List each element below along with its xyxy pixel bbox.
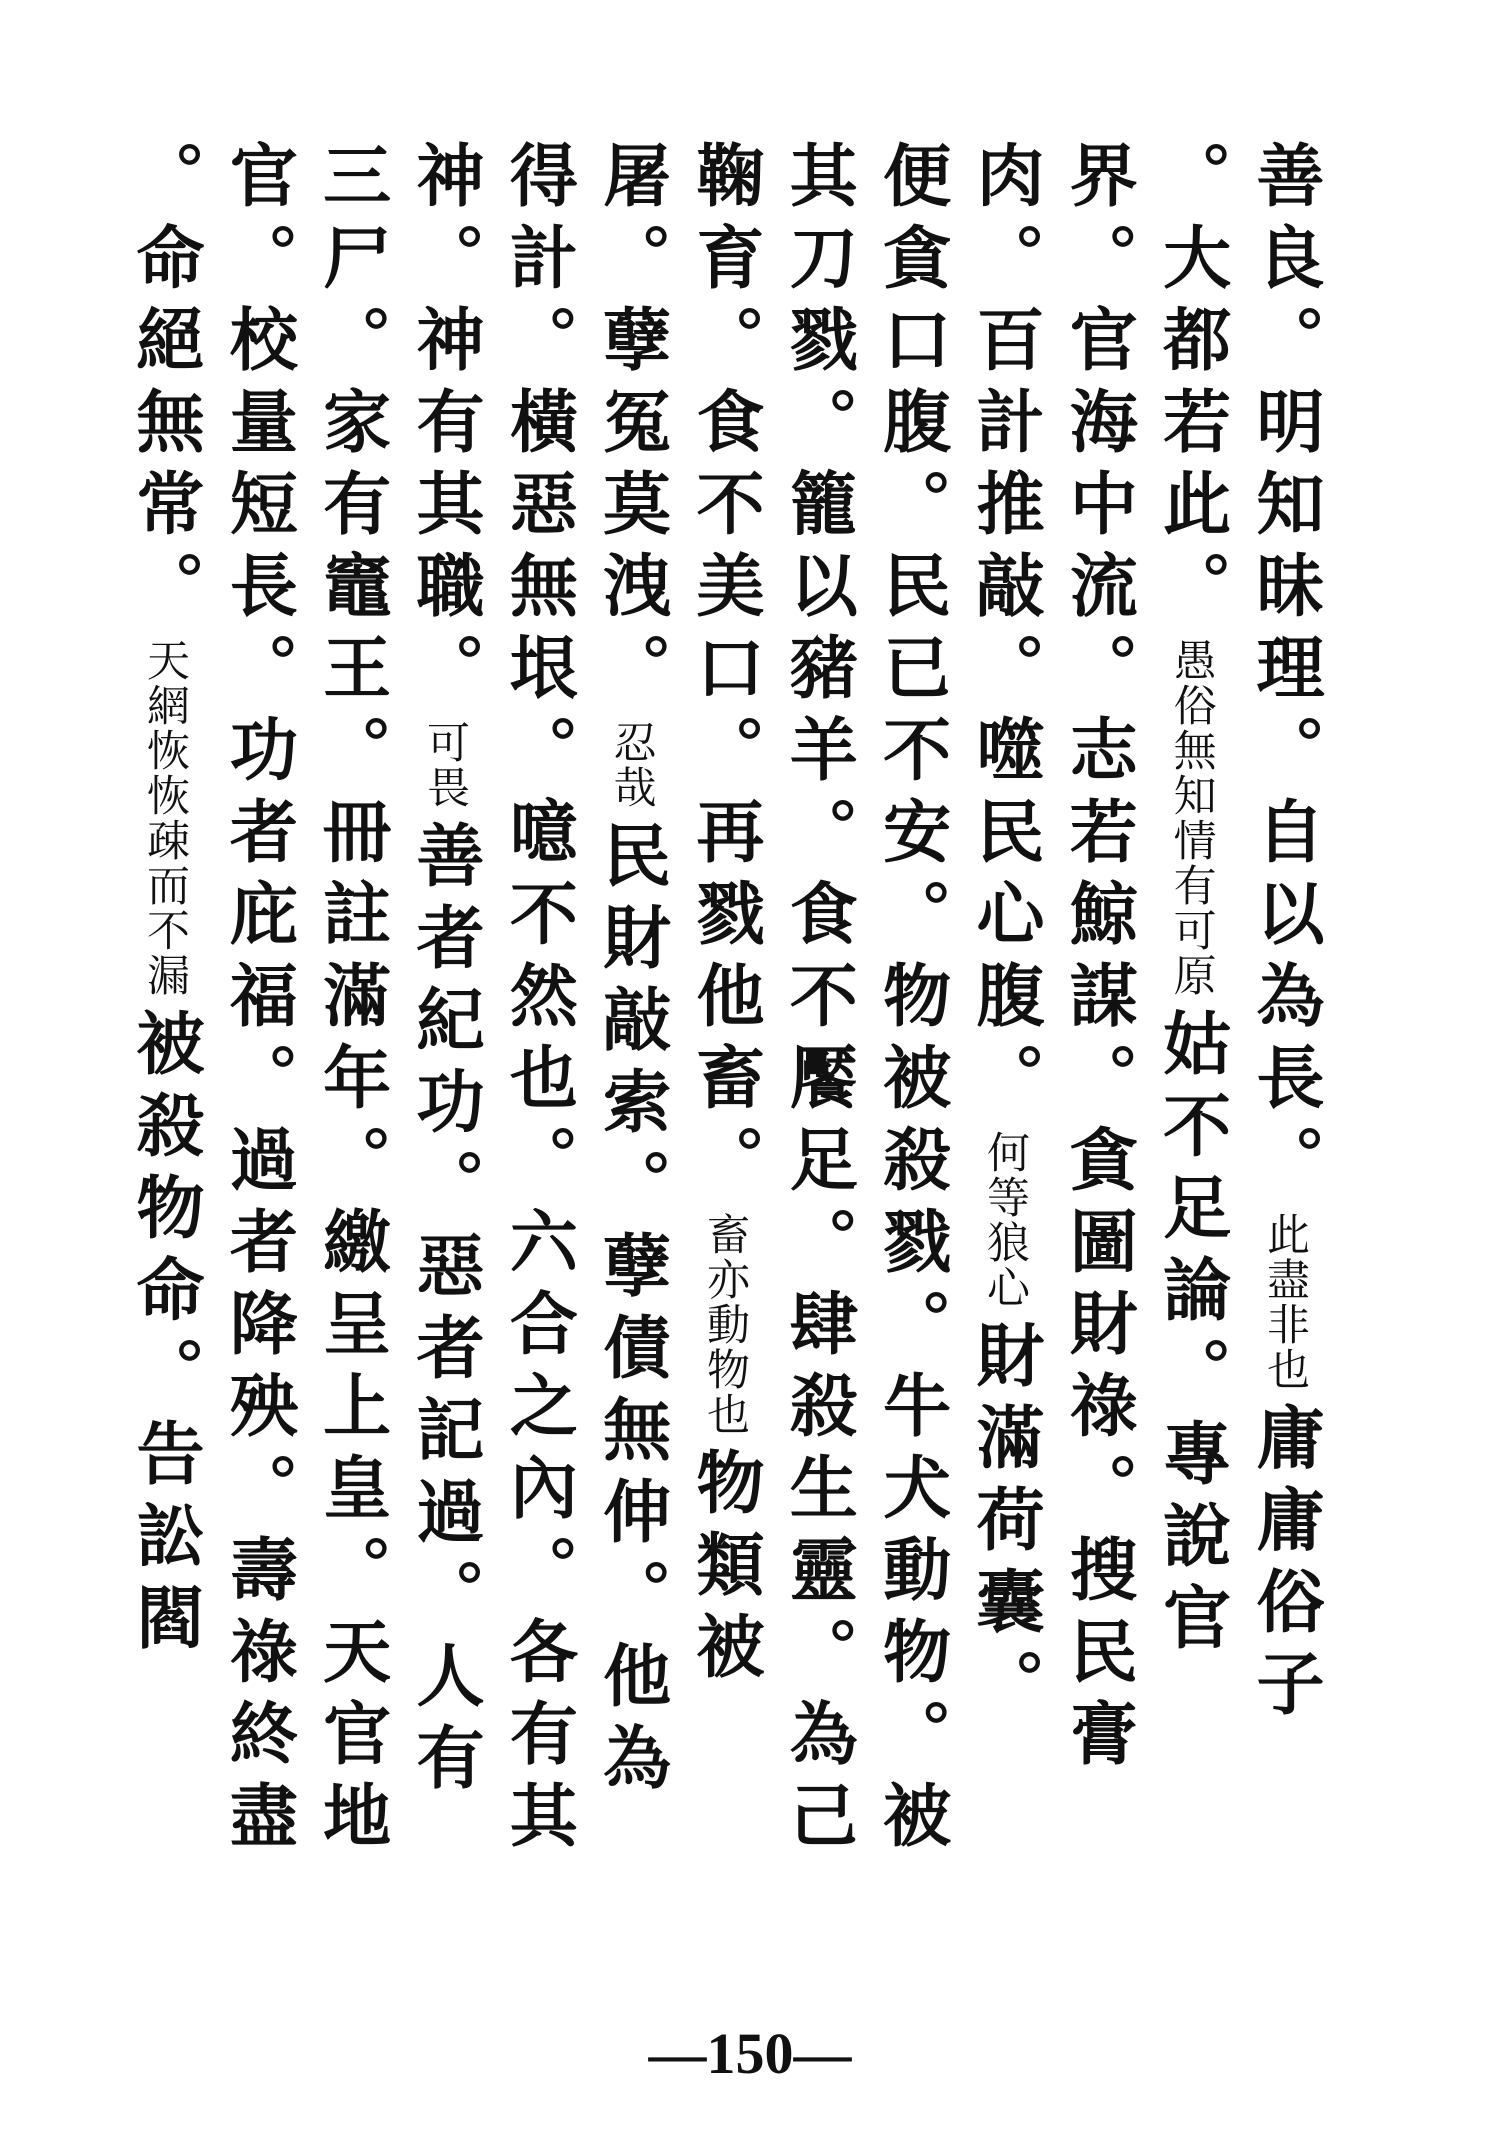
text-column — [1152, 140, 1232, 2000]
text-column — [778, 140, 858, 2000]
annotation-text: 愚俗無知情有可原 — [1166, 638, 1217, 998]
annotation-text: 畜亦動物也 — [699, 1212, 750, 1437]
main-text: 民財敲索。孽債無伸。他為 — [591, 820, 672, 1804]
main-text: 便貪口腹。民已不安。物被殺戮。牛犬動物。被 — [871, 140, 952, 1862]
text-column — [218, 140, 298, 2000]
main-text: 姑不足論。專說官 — [1151, 1008, 1232, 1664]
annotation-note — [981, 1130, 1029, 1310]
annotation-text: 可畏 — [419, 720, 470, 810]
text-column — [1245, 140, 1325, 2000]
text-column — [125, 140, 205, 2000]
annotation-note — [421, 720, 469, 810]
main-text: 肉。百計推敲。噬民心腹。 — [964, 140, 1045, 1124]
main-text: 鞠育。食不美口。再戮他畜。 — [684, 140, 765, 1206]
annotation-note — [701, 1212, 749, 1437]
text-column — [1058, 140, 1138, 2000]
main-text: 物類被 — [684, 1447, 765, 1693]
main-text: 善良。明知昧理。自以為長。 — [1244, 140, 1325, 1206]
text-column — [965, 140, 1045, 2000]
main-text: 神。神有其職。 — [404, 140, 485, 714]
annotation-note — [1168, 638, 1216, 998]
main-text: 界。官海中流。志若鯨謀。貪圖財祿。搜民膏 — [1058, 140, 1139, 1780]
main-text: 屠。孽冤莫洩。 — [591, 140, 672, 714]
vertical-text-block — [125, 140, 1325, 2000]
annotation-note — [141, 638, 189, 998]
text-column — [498, 140, 578, 2000]
main-text: 庸庸俗子 — [1244, 1402, 1325, 1730]
main-text: 得計。橫惡無垠。噫不然也。六合之內。各有其 — [498, 140, 579, 1862]
annotation-note — [1261, 1212, 1309, 1392]
annotation-text: 忍哉 — [606, 720, 657, 810]
text-column — [685, 140, 765, 2000]
main-text: 。大都若此。 — [1151, 140, 1232, 632]
annotation-text: 天網恢恢疎而不漏 — [140, 638, 190, 998]
text-column — [312, 140, 392, 2000]
text-column — [872, 140, 952, 2000]
text-column — [405, 140, 485, 2000]
main-text: 被殺物命。告訟閻 — [125, 1008, 205, 1664]
main-text: 。命絕無常。 — [125, 140, 205, 632]
main-text: 財滿荷囊。 — [964, 1320, 1045, 1730]
text-column — [592, 140, 672, 2000]
main-text: 三尸。家有竈王。冊註滿年。繳呈上皇。天官地 — [311, 140, 392, 1862]
main-text: 善者紀功。惡者記過。人有 — [404, 820, 485, 1804]
annotation-note — [608, 720, 656, 810]
main-text: 其刀戮。籠以豬羊。食不饜足。肆殺生靈。為己 — [778, 140, 859, 1862]
annotation-text: 此盡非也 — [1259, 1212, 1310, 1392]
page-number: —150— — [648, 2021, 852, 2086]
annotation-text: 何等狼心 — [979, 1130, 1030, 1310]
main-text: 官。校量短長。功者庇福。過者降殃。壽祿終盡 — [218, 140, 299, 1862]
